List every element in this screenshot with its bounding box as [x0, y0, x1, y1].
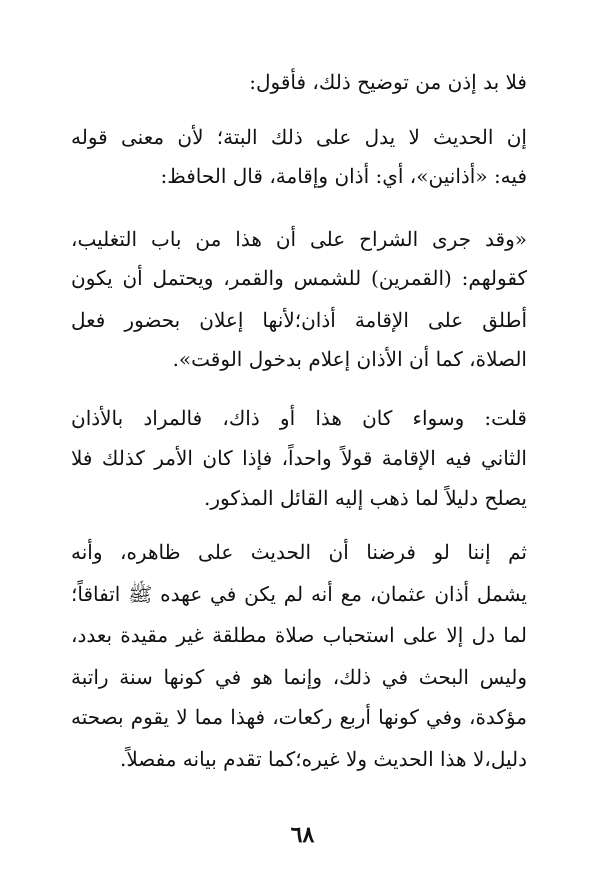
text-line: دليل،لا هذا الحديث ولا غيره؛كما تقدم بيانه مفصلاً.	[119, 747, 527, 771]
text-line: يصلح دليلاً لما ذهب إليه القائل المذكور.	[204, 486, 527, 510]
text-line: قلت: وسواء كان هذا أو ذاك، فالمراد بالأذان	[71, 406, 527, 430]
text-line: لما دل إلا على استحباب صلاة مطلقة غير مقيدة بعدد،	[71, 623, 527, 647]
text-line: وليس البحث في ذلك، وإنما هو في كونها سنة راتبة	[71, 665, 527, 689]
text-line: كقولهم: (القمرين) للشمس والقمر، ويحتمل أن يكون	[71, 266, 527, 290]
text-line: يشمل أذان عثمان، مع أنه لم يكن في عهده ﷺ اتفاقاً؛	[71, 582, 527, 606]
page-number: ٦٨	[290, 822, 315, 848]
text-line: الثاني فيه الإقامة قولاً واحداً، فإذا كان الأمر كذلك فلا	[71, 446, 527, 470]
text-line: «وقد جرى الشراح على أن هذا من باب التغليب،	[71, 227, 527, 251]
text-line: فيه: «أذانين»، أي: أذان وإقامة، قال الحافظ:	[160, 164, 527, 188]
text-line: ثم إننا لو فرضنا أن الحديث على ظاهره، وأنه	[71, 540, 527, 564]
text-line: الصلاة، كما أن الأذان إعلام بدخول الوقت».	[172, 347, 527, 371]
text-line: أطلق على الإقامة أذان؛لأنها إعلان بحضور فعل	[71, 308, 527, 332]
text-line: إن الحديث لا يدل على ذلك البتة؛ لأن معنى قوله	[71, 125, 527, 149]
text-line: مؤكدة، وفي كونها أربع ركعات، فهذا مما لا يقوم بصحته	[71, 705, 527, 729]
text-line: فلا بد إذن من توضيح ذلك، فأقول:	[249, 70, 527, 94]
